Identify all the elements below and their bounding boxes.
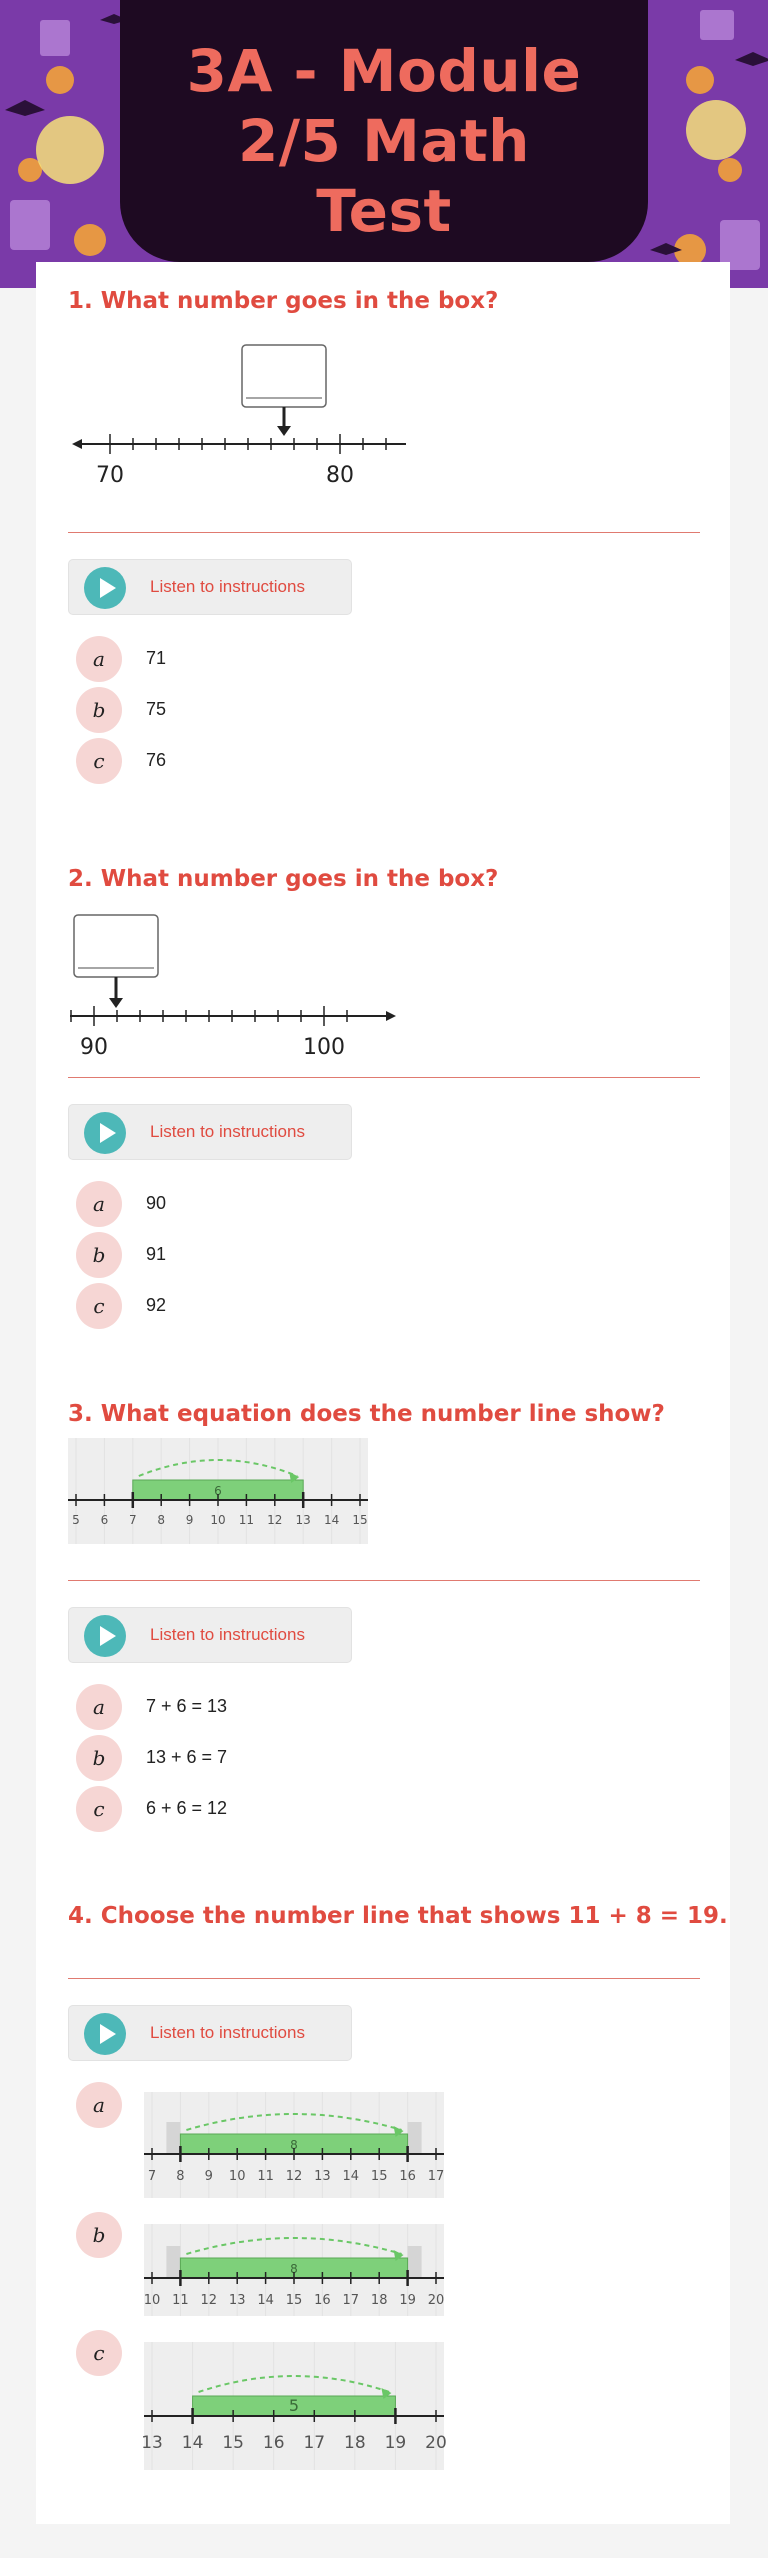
play-icon[interactable] — [84, 2013, 126, 2055]
tick-label: 14 — [342, 2169, 360, 2184]
option-text: 76 — [146, 750, 167, 770]
tick-label: 15 — [352, 1513, 368, 1527]
tick-label: 16 — [314, 2293, 331, 2308]
tick-label: 18 — [344, 2433, 366, 2453]
option-letter[interactable]: c — [76, 1283, 122, 1329]
tick-label: 13 — [295, 1513, 311, 1527]
tick-label: 14 — [257, 2293, 274, 2308]
option-a-number-line[interactable] — [144, 2092, 444, 2198]
tick-label-end: 100 — [303, 1035, 345, 1060]
option-text: 90 — [146, 1193, 167, 1213]
end-marker — [408, 2246, 422, 2278]
option-text: 13 + 6 = 7 — [146, 1747, 228, 1767]
tick-label: 16 — [399, 2169, 416, 2184]
option-text: 71 — [146, 648, 167, 668]
question-3-title: 3. What equation does the number line show? — [68, 1401, 665, 1427]
question-1-number-line — [68, 340, 368, 488]
start-marker — [166, 2122, 180, 2154]
tick-label: 10 — [228, 2169, 246, 2184]
tick-label: 13 — [228, 2293, 246, 2308]
listen-label: Listen to instructions — [150, 577, 305, 596]
listen-label: Listen to instructions — [150, 1122, 305, 1141]
listen-label: Listen to instructions — [150, 2023, 305, 2042]
title-line-1: 3A - Module — [186, 37, 582, 105]
tick-label-start: 90 — [80, 1035, 108, 1060]
tick-label: 9 — [185, 1513, 194, 1527]
listen-button[interactable] — [68, 1104, 352, 1160]
tick-label: 6 — [100, 1513, 109, 1527]
divider — [68, 532, 700, 533]
option-letter[interactable]: b — [76, 2212, 122, 2258]
question-3-number-line — [68, 1438, 368, 1544]
play-icon[interactable] — [84, 1615, 126, 1657]
title-line-2: 2/5 Math — [238, 107, 530, 175]
play-icon[interactable] — [84, 567, 126, 609]
listen-button[interactable] — [68, 2005, 352, 2061]
option-b-number-line[interactable] — [144, 2224, 444, 2316]
tick-label: 15 — [285, 2293, 303, 2308]
option-text: 75 — [146, 699, 167, 719]
divider — [68, 1077, 700, 1078]
option-letter[interactable]: b — [76, 687, 122, 733]
tick-label: 16 — [262, 2433, 285, 2453]
tick-label: 10 — [210, 1513, 226, 1527]
option-c-number-line[interactable] — [141, 2342, 447, 2470]
tick-label: 11 — [172, 2293, 189, 2308]
tick-label: 5 — [72, 1513, 80, 1527]
tick-label-end: 80 — [326, 463, 354, 488]
tick-label: 13 — [314, 2169, 331, 2184]
divider — [68, 1978, 700, 1979]
option-letter[interactable]: b — [76, 1735, 122, 1781]
tick-label: 13 — [141, 2433, 163, 2453]
tick-label: 7 — [147, 2169, 157, 2184]
tick-label: 20 — [427, 2293, 445, 2308]
tick-label: 15 — [370, 2169, 388, 2184]
option-letter[interactable]: a — [76, 636, 122, 682]
tick-label: 12 — [200, 2293, 218, 2308]
tick-label: 11 — [238, 1513, 255, 1527]
option-letter[interactable]: a — [76, 1684, 122, 1730]
option-text: 91 — [146, 1244, 167, 1264]
tick-label: 20 — [425, 2433, 447, 2453]
question-1-title: 1. What number goes in the box? — [68, 288, 499, 314]
tick-label: 14 — [323, 1513, 340, 1527]
quiz-card — [36, 262, 730, 2524]
option-letter[interactable]: b — [76, 1232, 122, 1278]
tick-label: 8 — [157, 1513, 166, 1527]
option-letter[interactable]: a — [76, 2082, 122, 2128]
play-icon[interactable] — [84, 1112, 126, 1154]
option-letter[interactable]: c — [76, 738, 122, 784]
option-text: 6 + 6 = 12 — [146, 1798, 228, 1818]
jump-label: 8 — [290, 2262, 298, 2276]
jump-label: 5 — [288, 2396, 300, 2415]
tick-label: 17 — [427, 2169, 445, 2184]
tick-label: 12 — [267, 1513, 283, 1527]
listen-button[interactable] — [68, 559, 352, 615]
tick-label: 10 — [143, 2293, 161, 2308]
tick-label: 7 — [128, 1513, 137, 1527]
tick-label: 11 — [257, 2169, 274, 2184]
header-banner — [0, 0, 768, 288]
end-marker — [408, 2122, 422, 2154]
question-2-title: 2. What number goes in the box? — [68, 866, 499, 892]
divider — [68, 1580, 700, 1581]
tick-label: 17 — [303, 2433, 326, 2453]
tick-label: 8 — [176, 2169, 185, 2184]
start-marker — [166, 2246, 180, 2278]
option-text: 7 + 6 = 13 — [146, 1696, 228, 1716]
question-4-title: 4. Choose the number line that shows 11 + 8 = 19. — [68, 1903, 728, 1929]
title-panel — [120, 0, 648, 262]
option-letter[interactable]: c — [76, 2330, 122, 2376]
option-letter[interactable]: a — [76, 1181, 122, 1227]
tick-label: 15 — [222, 2433, 244, 2453]
tick-label: 9 — [204, 2169, 213, 2184]
question-2-number-line — [68, 912, 408, 1060]
tick-label: 19 — [399, 2293, 416, 2308]
tick-label-start: 70 — [96, 463, 124, 488]
listen-button[interactable] — [68, 1607, 352, 1663]
tick-label: 12 — [285, 2169, 303, 2184]
jump-label: 6 — [214, 1484, 222, 1498]
listen-label: Listen to instructions — [150, 1625, 305, 1644]
tick-label: 14 — [181, 2433, 204, 2453]
tick-label: 17 — [342, 2293, 360, 2308]
jump-label: 8 — [290, 2138, 298, 2152]
page-title — [120, 36, 648, 246]
option-text: 92 — [146, 1295, 167, 1315]
title-line-3: Test — [316, 177, 452, 245]
option-letter[interactable]: c — [76, 1786, 122, 1832]
tick-label: 19 — [384, 2433, 407, 2453]
tick-label: 18 — [370, 2293, 388, 2308]
